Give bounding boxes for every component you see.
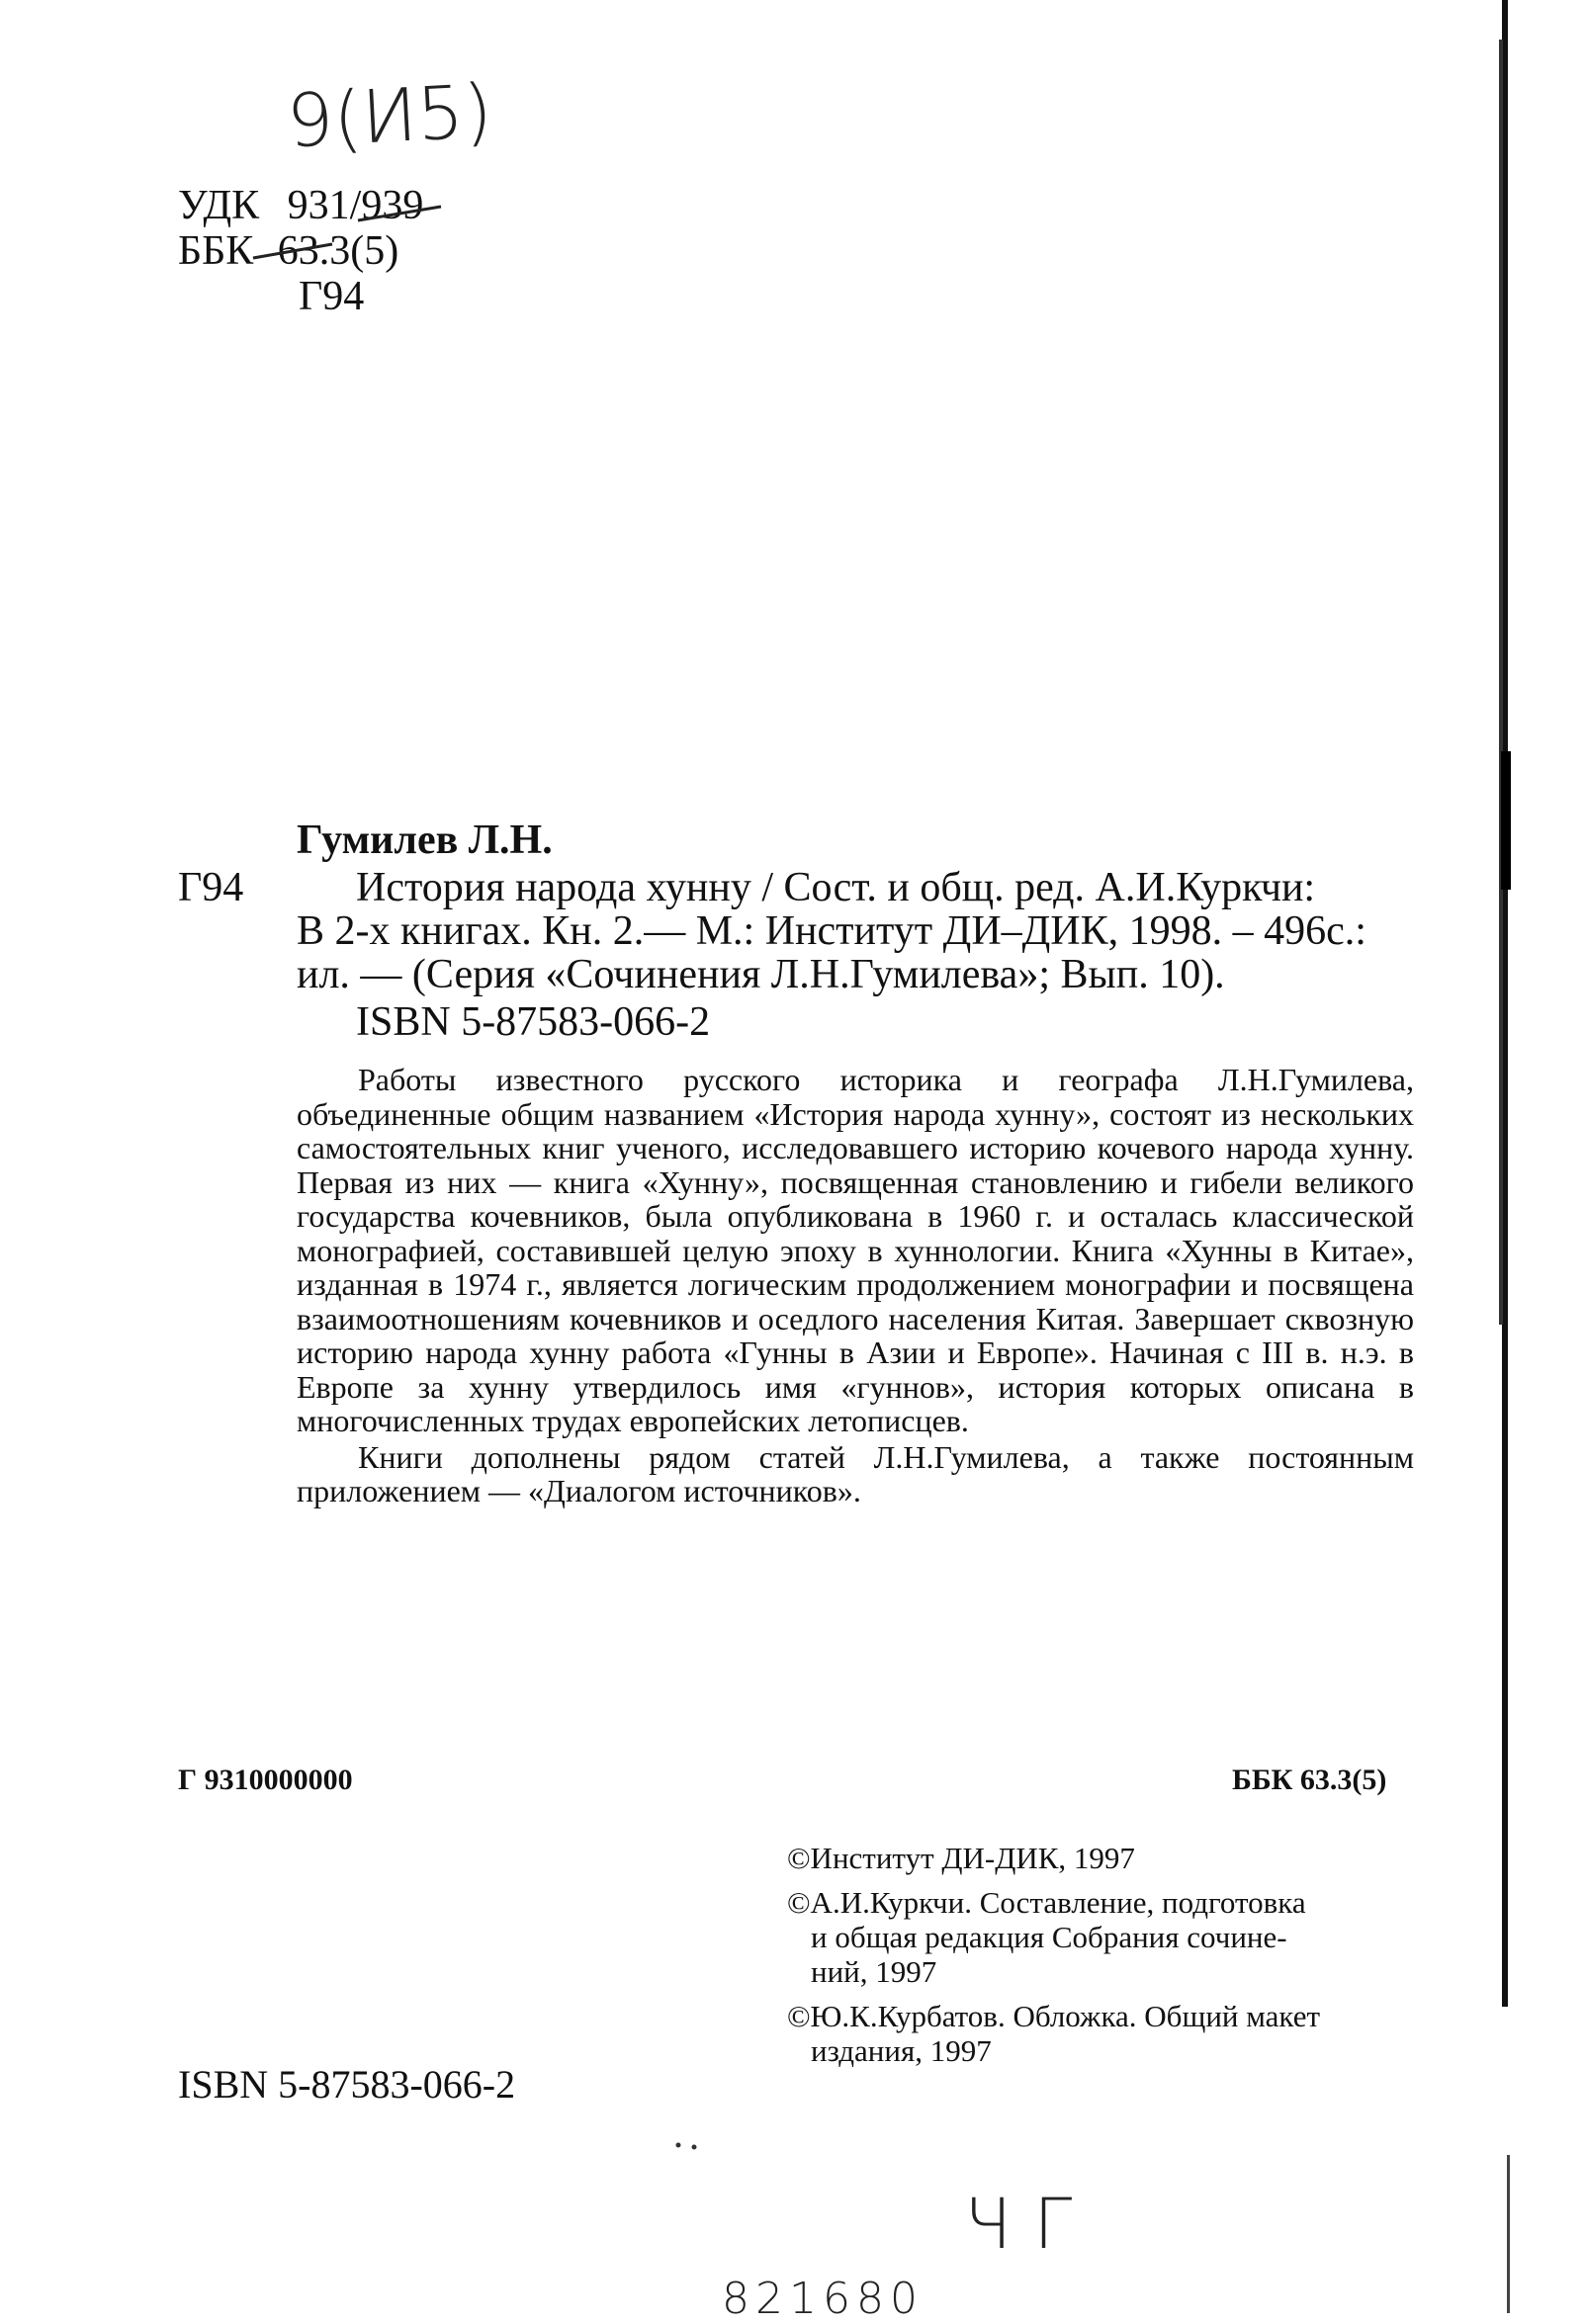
- handwritten-mark: Ч Г: [964, 2184, 1073, 2265]
- bib-line: В 2-х книгах. Кн. 2.— М.: Институт ДИ–ДИК, 1998. – 496с.:: [297, 908, 1366, 954]
- bibliographic-description: [297, 866, 1424, 1044]
- udk-value: 931/939: [287, 183, 424, 228]
- abstract-paragraph: Работы известного русского историка и географа Л.Н.Гумилева, объединенные общим названием «История народа хунну», состоят из нескольких самостоятельных книг ученого, исследовавшего историю кочевого народа хунну. Первая из них — книга «Хунну», посвященная становлению и гибели великого государства кочевников, была опубликована в 1960 г. и осталась классической монографией, составившей целую эпоху в хуннологии. Книга «Хунны в Китае», изданная в 1974 г., является логическим продолжением монографии и посвящена взаимоотношениям кочевников и оседлого населения Китая. Завершает сквозную историю народа хунну работа «Гунны в Азии и Европе». Начиная с III в. н.э. в Европе за хунну утвердилось имя «гуннов», история которых описана в многочисленных трудах европейских летописцев.: [297, 1062, 1414, 1438]
- abstract-paragraph: Книги дополнены рядом статей Л.Н.Гумилева, а также постоянным приложением — «Диалогом источников».: [297, 1438, 1414, 1508]
- copyright-entry: ©А.И.Куркчи. Составление, подготовка и общая редакция Собрания сочине- ний, 1997: [787, 1885, 1306, 1989]
- footer-isbn: ISBN 5-87583-066-2: [178, 2062, 516, 2107]
- handwritten-inventory-number: 821680: [722, 2274, 924, 2324]
- copyright-block: [787, 1841, 1420, 2078]
- author-sign: Г94: [178, 865, 244, 910]
- copyright-entry: ©Институт ДИ-ДИК, 1997: [787, 1841, 1135, 1875]
- book-author: Гумилев Л.Н.: [297, 818, 553, 863]
- udk-label: УДК: [178, 183, 260, 228]
- scan-binding-edge: [1499, 0, 1513, 2319]
- bbk-label: ББК: [178, 228, 254, 274]
- bib-line: ил. — (Серия «Сочинения Л.Н.Гумилева»; Вып. 10).: [297, 952, 1225, 997]
- bbk-value: 63.3(5): [277, 228, 399, 274]
- scan-specks: [672, 2135, 712, 2155]
- publication-code: Г 9310000000: [178, 1764, 353, 1796]
- annotation-abstract: [297, 1063, 1414, 1508]
- pen-strike-marks: [247, 193, 445, 272]
- author-sign-header: Г94: [299, 274, 365, 319]
- handwritten-shelf-mark: 9(И5): [284, 68, 494, 165]
- bib-line: История народа хунну / Сост. и общ. ред. А.И.Куркчи:: [356, 865, 1316, 910]
- bbk-code: ББК 63.3(5): [1232, 1764, 1387, 1796]
- book-isbn: ISBN 5-87583-066-2: [356, 999, 711, 1045]
- copyright-entry: ©Ю.К.Курбатов. Обложка. Общий макет издания, 1997: [787, 1999, 1321, 2068]
